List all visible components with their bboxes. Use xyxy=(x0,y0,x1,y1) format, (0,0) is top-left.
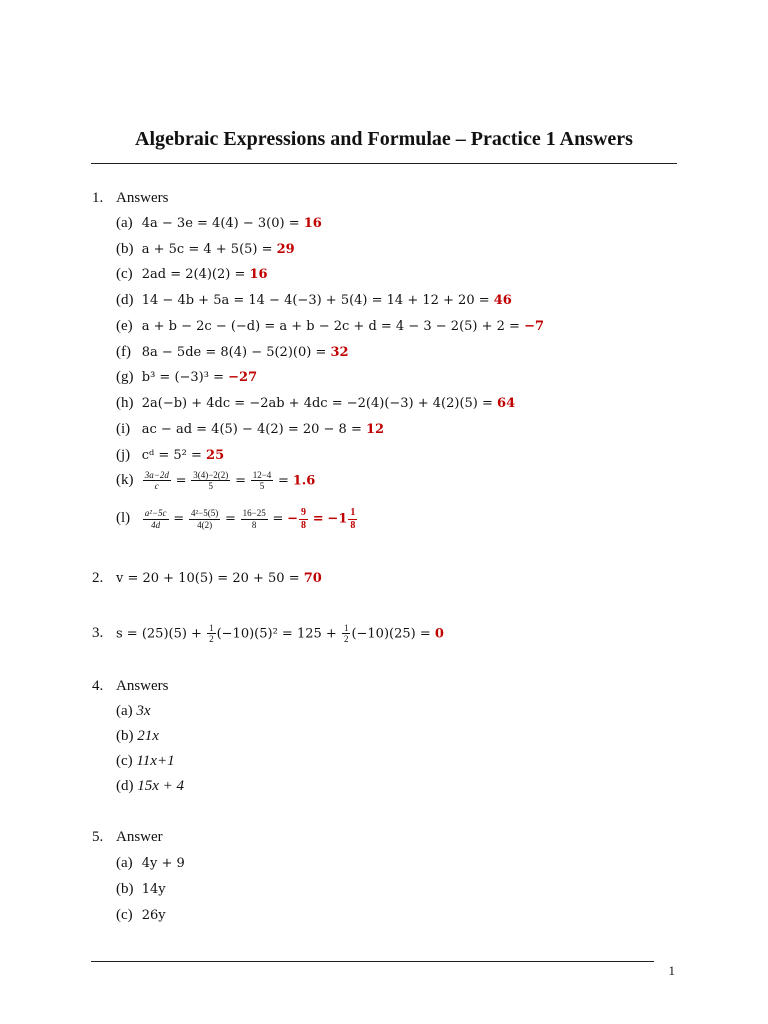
fraction-half: $\frac{1}{2}$ xyxy=(209,623,214,645)
question-3 xyxy=(92,623,444,645)
item-label: (e) xyxy=(116,318,133,334)
item-label: (a) xyxy=(116,215,133,231)
question-1-heading xyxy=(92,190,169,207)
answer-1f xyxy=(116,344,349,361)
item-label: (a) xyxy=(116,855,133,871)
footer-rule xyxy=(91,961,654,962)
answer-value: 26y xyxy=(141,908,166,923)
item-label: (k) xyxy=(116,472,134,489)
item-label: (f) xyxy=(116,344,131,360)
question-number: 2. xyxy=(92,570,104,586)
fraction-half: $\frac{1}{2}$ xyxy=(343,623,349,645)
item-label: (b) xyxy=(116,241,134,257)
final-answer: 16 xyxy=(303,216,322,231)
fraction: $\frac{\text{4²−5(5)}}{4(2)}$ xyxy=(190,508,219,530)
item-label: (i) xyxy=(116,421,131,437)
question-heading: Answer xyxy=(116,829,163,845)
working: cᵈ = 5² = xyxy=(141,448,207,463)
working: ac − ad = 4(5) − 4(2) = 20 − 8 = xyxy=(141,422,366,437)
header-rule xyxy=(91,163,677,164)
fraction: $\frac{3(4)-2(2)}{5}$ xyxy=(193,470,229,492)
working: (−10)(5)² = 125 + xyxy=(216,626,341,642)
final-answer: 1.6 xyxy=(292,473,316,489)
question-heading: Answers xyxy=(116,678,169,694)
working: b³ = (−3)³ = xyxy=(141,370,229,385)
fraction: $\frac{12-4}{5}$ xyxy=(252,470,272,492)
item-label: (c) xyxy=(116,266,133,282)
answer-1g xyxy=(116,369,257,386)
answer-5c xyxy=(116,907,166,924)
final-answer: 70 xyxy=(303,571,322,586)
fraction: $\frac{\text{a²−5c}}{4d}$ xyxy=(144,508,167,530)
item-label: (b) xyxy=(116,881,134,897)
answer-5b xyxy=(116,881,166,898)
answer-1c xyxy=(116,266,268,283)
answer-mixed-fraction: $\frac{1}{8}$ xyxy=(350,507,356,531)
question-number: 4. xyxy=(92,678,104,694)
item-label: (h) xyxy=(116,395,134,411)
final-answer: −27 xyxy=(228,370,258,385)
working: a + b − 2c − (−d) = a + b − 2c + d = 4 − 3 − 2(5) + 2 = xyxy=(141,319,525,334)
answer-5a xyxy=(116,855,185,872)
working: 2ad = 2(4)(2) = xyxy=(141,267,250,282)
answer-value: 14y xyxy=(141,882,166,897)
working: v = 20 + 10(5) = 20 + 50 = xyxy=(116,571,304,586)
answer-1l: (l) $\frac{\text{a²−5c}}{4d}$ = $\frac{\text{4²−5(5)}}{4(2)}$ = $\frac{16-25}{8}$ = − $\frac{9}{8}$ = −1 $\frac{1}{8}$ xyxy=(116,507,356,531)
item-label: (j) xyxy=(116,447,131,463)
answer-4d xyxy=(116,778,184,795)
answer-1h xyxy=(116,395,515,412)
answer-value: 21x xyxy=(137,728,159,744)
answer-fraction: $\frac{9}{8}$ xyxy=(301,507,307,531)
item-label: (c) xyxy=(116,753,133,769)
item-label: (c) xyxy=(116,907,133,923)
answer-1k: (k) $\frac{3a-2d}{c}$ = $\frac{3(4)-2(2)}{5}$ = $\frac{12-4}{5}$ = 1.6 xyxy=(116,470,316,492)
question-2 xyxy=(92,570,322,587)
answer-value: 11x+1 xyxy=(136,753,175,769)
answer-1i xyxy=(116,421,384,438)
question-number: 3. xyxy=(92,625,104,642)
working: (−10)(25) = xyxy=(351,626,435,642)
answer-mixed-whole: −1 xyxy=(327,511,348,527)
answer-value: 4y + 9 xyxy=(141,856,185,871)
working: 2a(−b) + 4dc = −2ab + 4dc = −2(4)(−3) + 4(2)(5) = xyxy=(141,396,498,411)
page-number: 1 xyxy=(668,963,675,978)
working: 8a − 5de = 8(4) − 5(2)(0) = xyxy=(141,345,331,360)
answer-4c xyxy=(116,753,175,770)
item-label: (d) xyxy=(116,292,134,308)
item-label: (a) xyxy=(116,703,133,719)
page-title: Algebraic Expressions and Formulae – Practice 1 Answers xyxy=(135,128,633,150)
answer-4a xyxy=(116,703,151,720)
answer-1j xyxy=(116,447,224,464)
item-label: (d) xyxy=(116,778,134,794)
working: 4a − 3e = 4(4) − 3(0) = xyxy=(141,216,304,231)
final-answer: 0 xyxy=(434,626,444,642)
final-answer: 25 xyxy=(206,448,225,463)
final-answer: 12 xyxy=(365,422,385,437)
working: s = (25)(5) + xyxy=(116,626,207,642)
answer-1e xyxy=(116,318,544,335)
question-5-heading xyxy=(92,829,163,846)
final-answer: 29 xyxy=(276,242,295,257)
final-answer: −7 xyxy=(524,319,545,334)
final-answer: 46 xyxy=(493,293,512,308)
answer-value: 15x + 4 xyxy=(137,778,185,794)
item-label: (b) xyxy=(116,728,134,744)
answer-4b xyxy=(116,728,159,745)
answer-1a xyxy=(116,215,322,232)
final-answer: 64 xyxy=(497,396,516,411)
working: 14 − 4b + 5a = 14 − 4(−3) + 5(4) = 14 + 12 + 20 = xyxy=(141,293,494,308)
final-answer: 16 xyxy=(249,267,268,282)
answer-value: 3x xyxy=(136,703,151,719)
answer-1d xyxy=(116,292,512,309)
answer-sign: − xyxy=(287,511,299,527)
final-answer: 32 xyxy=(330,345,349,360)
question-number: 1. xyxy=(92,190,104,206)
working: a + 5c = 4 + 5(5) = xyxy=(141,242,277,257)
fraction: $\frac{3a-2d}{c}$ xyxy=(144,470,169,492)
question-number: 5. xyxy=(92,829,104,845)
answer-1b xyxy=(116,241,295,258)
item-label: (l) xyxy=(116,510,131,527)
question-4-heading xyxy=(92,678,169,695)
fraction: $\frac{16-25}{8}$ xyxy=(242,508,266,530)
question-heading: Answers xyxy=(116,190,169,206)
item-label: (g) xyxy=(116,369,134,385)
